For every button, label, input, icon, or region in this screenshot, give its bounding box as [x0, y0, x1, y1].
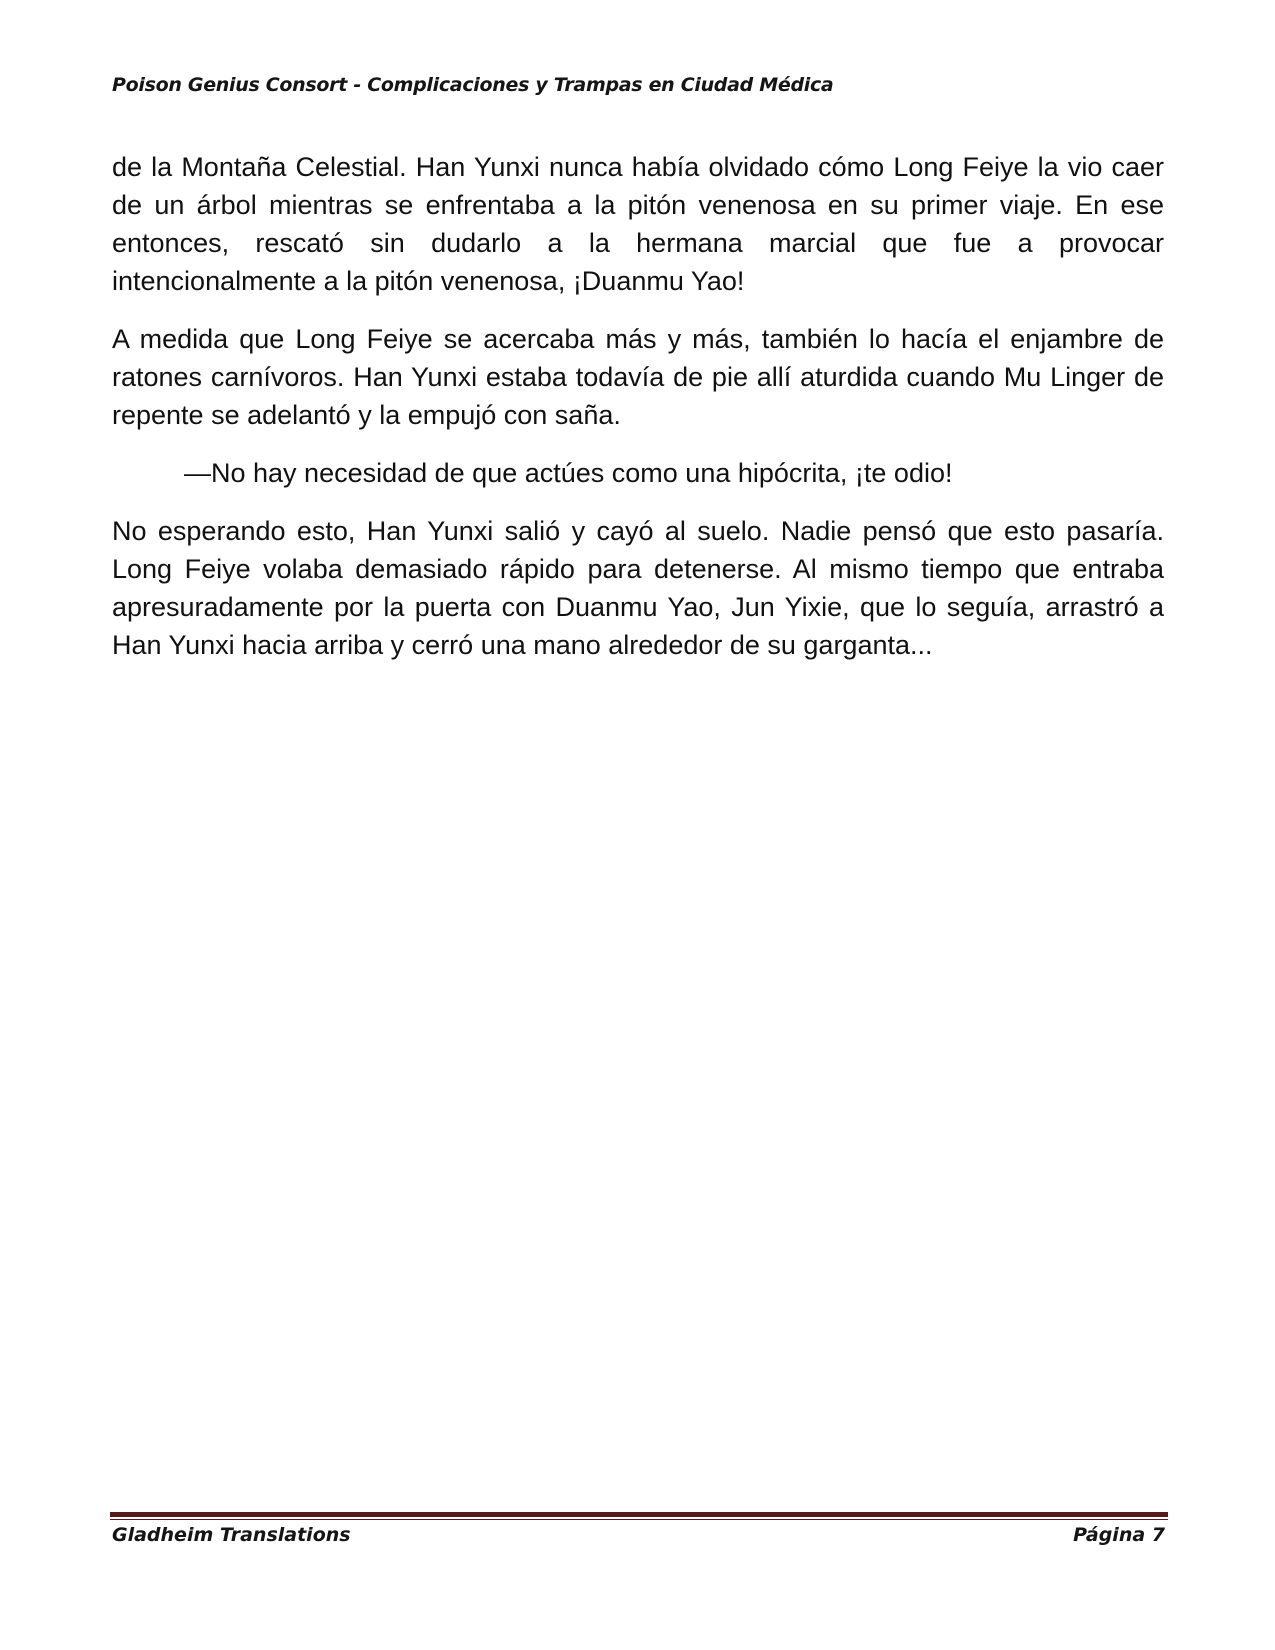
body-text [112, 148, 1164, 684]
page-header: Poison Genius Consort - Complicaciones y Trampas en Ciudad Médica [112, 74, 834, 96]
page-number: Página 7 [1073, 1524, 1165, 1546]
dialogue-line: —No hay necesidad de que actúes como una hipócrita, ¡te odio! [184, 458, 953, 488]
paragraph: A medida que Long Feiye se acercaba más y más, también lo hacía el enjambre de ratones carnívoros. Han Yunxi estaba todavía de pie allí aturdida cuando Mu Linger de repente se adelantó y la empujó con saña. [112, 324, 1164, 430]
footer-publisher: Gladheim Translations [112, 1524, 351, 1546]
paragraph: de la Montaña Celestial. Han Yunxi nunca había olvidado cómo Long Feiye la vio caer de un árbol mientras se enfrentaba a la pitón venenosa en su primer viaje. En ese entonces, rescató sin dudarlo a la hermana marcial que fue a provocar intencionalmente a la pitón venenosa, ¡Duanmu Yao! [112, 152, 1164, 296]
footer-divider [110, 1512, 1168, 1520]
paragraph: No esperando esto, Han Yunxi salió y cayó al suelo. Nadie pensó que esto pasaría. Long Feiye volaba demasiado rápido para detenerse. Al mismo tiempo que entraba apresuradamente por la puerta con Duanmu Yao, Jun Yixie, que lo seguía, arrastró a Han Yunxi hacia arriba y cerró una mano alrededor de su garganta... [112, 516, 1164, 660]
